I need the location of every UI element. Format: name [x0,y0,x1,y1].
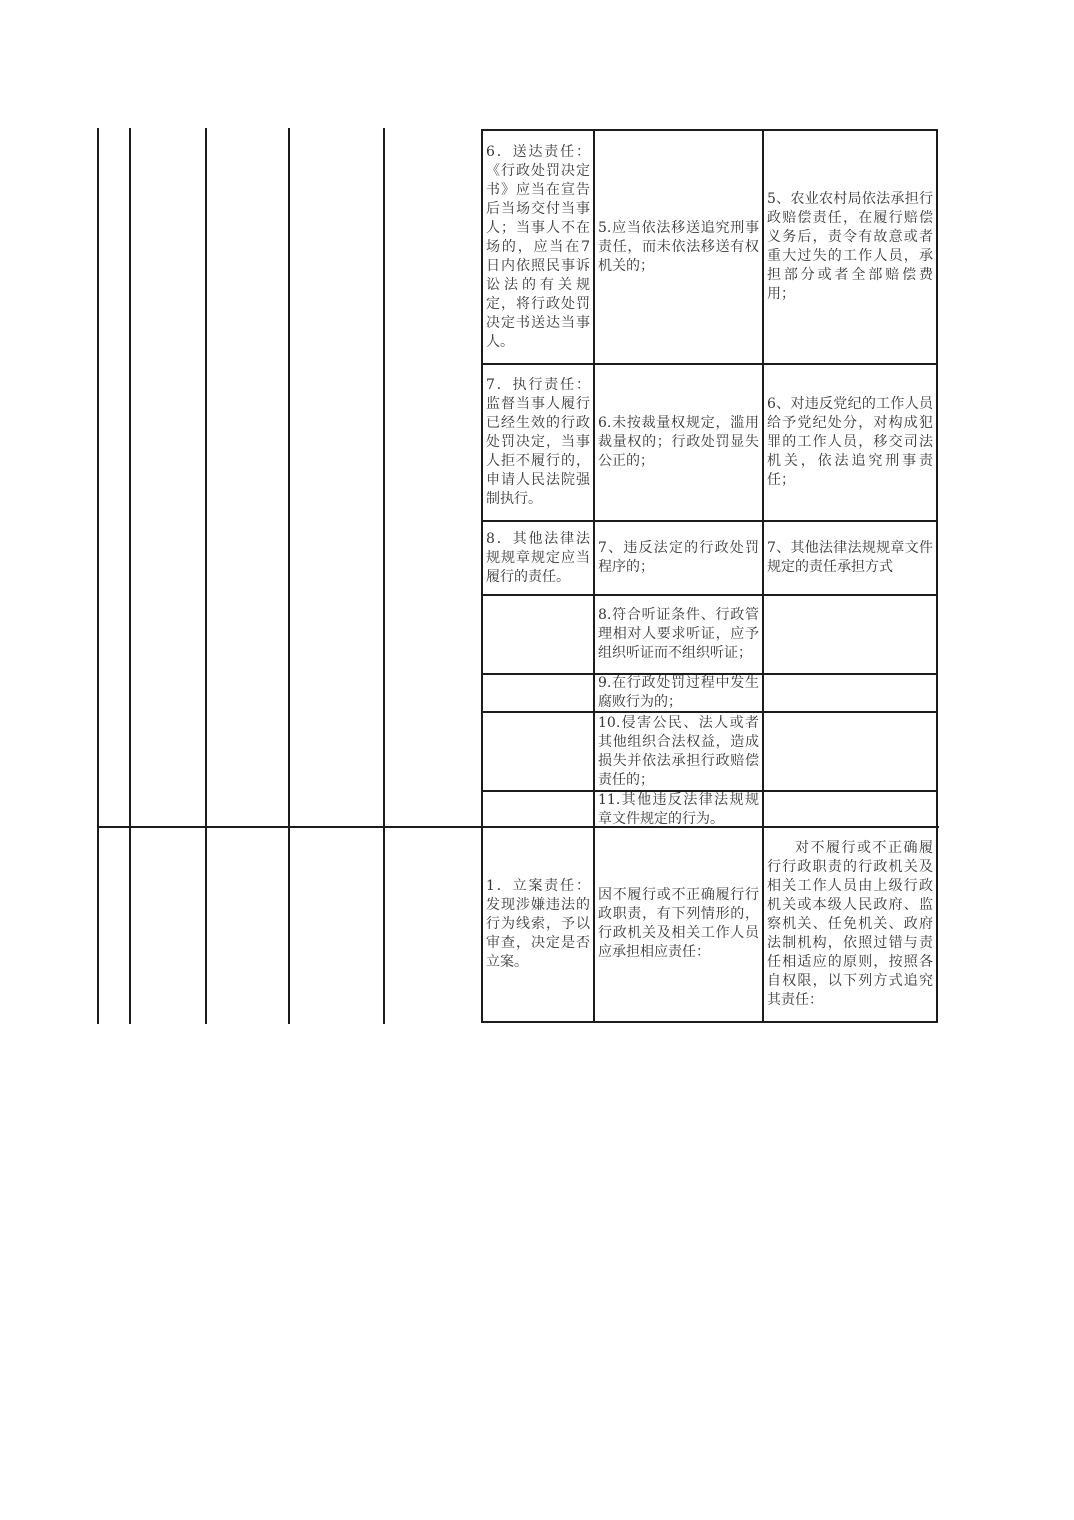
cell-bottom-c2 [595,827,764,1021]
cell-text: 5.应当依法移送追究刑事责任，而未依法移送有权机关的； [598,219,759,274]
cell-r7c1-empty [483,792,595,827]
cell-r7c2 [595,792,764,827]
cell-text: 8.符合听证条件、行政管理相对人要求听证，应予组织听证而不组织听证； [598,607,759,661]
cell-text: 6、对违反党纪的工作人员给予党纪处分，对构成犯罪的工作人员，移交司法机关，依法追究刑事责任； [767,396,933,488]
table-section-divider [97,826,939,828]
cell-text: 7、违反法定的行政处罚程序的； [598,540,759,575]
cell-text: 1．立案责任：发现涉嫌违法的行为线索，予以审查，决定是否立案。 [486,877,590,970]
cell-text: 8．其他法律法规规章规定应当履行的责任。 [486,530,590,585]
cell-r6c1-empty [483,713,595,792]
cell-text: 因不履行或不正确履行行政职责，有下列情形的，行政机关及相关工作人员应承担相应责任： [598,887,759,960]
cell-r6c3-empty [764,713,936,792]
cell-r1c2 [595,131,764,365]
table-section-top [483,131,936,827]
table-gridline-vertical [288,128,290,1024]
cell-text: 10.侵害公民、法人或者其他组织合法权益，造成损失并依法承担行政赔偿责任的； [598,714,759,788]
table-gridline-vertical [97,128,99,1024]
cell-r1c1 [483,131,595,365]
cell-r5c1-empty [483,675,595,713]
cell-r3c1 [483,522,595,596]
cell-bottom-c1 [483,827,595,1021]
cell-r3c2 [595,522,764,596]
responsibility-table [481,129,938,1023]
cell-r4c2 [595,596,764,675]
cell-r1c3 [764,131,936,365]
cell-text: 6．送达责任：《行政处罚决定书》应当在宣告后当场交付当事人；当事人不在场的，应当在7日内依照民事诉讼法的有关规定，将行政处罚决定书送达当事人。 [486,143,590,350]
cell-text: 11.其他违反法律法规规章文件规定的行为。 [598,792,759,827]
cell-r2c1 [483,365,595,522]
cell-text: 7、其他法律法规规章文件规定的责任承担方式 [767,540,933,575]
cell-r4c3-empty [764,596,936,675]
table-section-bottom [483,827,936,1021]
table-gridline-vertical [129,128,131,1024]
cell-bottom-c3 [764,827,936,1021]
table-gridline-vertical [205,128,207,1024]
cell-text: 对不履行或不正确履行行政职责的行政机关及相关工作人员由上级行政机关或本级人民政府、监察机关、任免机关、政府法制机构，依照过错与责任相适应的原则，按照各自权限，以下列方式追究其责任： [767,839,933,1008]
cell-r7c3-empty [764,792,936,827]
cell-r6c2 [595,713,764,792]
cell-text: 5、农业农村局依法承担行政赔偿责任，在履行赔偿义务后，责令有故意或者重大过失的工作人员，承担部分或者全部赔偿费用； [767,191,933,302]
cell-text: 9.在行政处罚过程中发生腐败行为的； [598,675,759,710]
cell-r2c3 [764,365,936,522]
cell-r5c2 [595,675,764,713]
cell-r2c2 [595,365,764,522]
cell-r4c1-empty [483,596,595,675]
cell-r5c3-empty [764,675,936,713]
table-gridline-vertical [383,128,385,1024]
cell-text: 7．执行责任：监督当事人履行已经生效的行政处罚决定，当事人拒不履行的，申请人民法院强制执行。 [486,377,590,507]
cell-text: 6.未按裁量权规定，滥用裁量权的；行政处罚显失公正的； [598,415,759,469]
cell-r3c3 [764,522,936,596]
